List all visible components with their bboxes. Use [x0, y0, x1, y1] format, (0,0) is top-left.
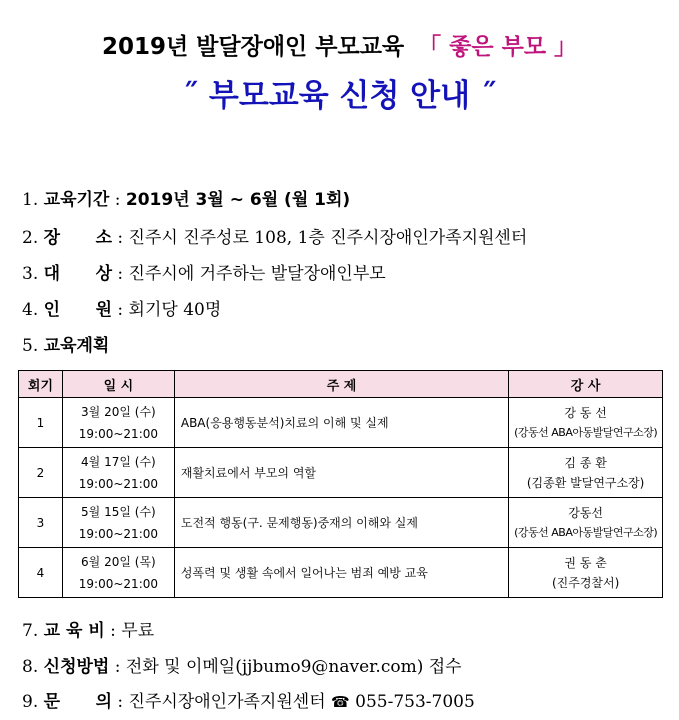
table-row [19, 548, 663, 598]
table-header-row [19, 371, 663, 398]
session-number: 2 [19, 448, 63, 498]
info-plan [22, 331, 109, 356]
table-row [19, 498, 663, 548]
session-datetime [62, 398, 174, 448]
title-main: 2019년 발달장애인 부모교육 [101, 34, 405, 60]
header-topic: 주 제 [174, 371, 508, 398]
session-instructor [509, 398, 663, 448]
item-label: 인 원 [43, 300, 112, 320]
session-number: 3 [19, 498, 63, 548]
item-value: 진주시 진주성로 108, 1층 진주시장애인가족지원센터 [128, 228, 528, 248]
item-label: 교육기간 [43, 190, 110, 210]
item-value: 회기당 40명 [128, 300, 222, 320]
item-value: 무료 [121, 621, 155, 641]
instructor-org: (김종환 발달연구소장) [526, 475, 645, 490]
session-datetime [62, 498, 174, 548]
item-number: 3. [22, 264, 39, 284]
item-label: 문 의 [43, 692, 112, 712]
item-number: 1. [22, 190, 39, 210]
instructor-org: (강동선 ABA아동발달연구소장) [514, 525, 658, 539]
header-datetime: 일 시 [62, 371, 174, 398]
session-topic: 도전적 행동(구. 문제행동)중재의 이해와 실제 [174, 498, 508, 548]
item-label: 대 상 [43, 264, 112, 284]
session-topic: 재활치료에서 부모의 역할 [174, 448, 508, 498]
instructor-name: 강 동 선 [564, 405, 607, 420]
info-period: 1. 교육기간 : 2019년 3월 ~ 6월 (월 1회) [22, 190, 351, 210]
session-date: 6월 20일 (목) [81, 554, 156, 569]
item-label: 장 소 [43, 228, 112, 248]
session-number: 4 [19, 548, 63, 598]
header-instructor: 강 사 [509, 371, 663, 398]
session-date: 4월 17일 (수) [81, 454, 156, 469]
info-place: 2. 장 소 : 진주시 진주성로 108, 1층 진주시장애인가족지원센터 [22, 228, 528, 248]
table-row [19, 448, 663, 498]
session-topic: ABA(응용행동분석)치료의 이해 및 실제 [174, 398, 508, 448]
session-instructor [509, 448, 663, 498]
session-time: 19:00~21:00 [78, 576, 158, 591]
session-date: 5월 15일 (수) [81, 504, 156, 519]
instructor-name: 권 동 춘 [564, 555, 607, 570]
instructor-org: (강동선 ABA아동발달연구소장) [514, 425, 658, 439]
item-number: 8. [22, 657, 39, 677]
item-number: 2. [22, 228, 39, 248]
info-apply: 8. 신청방법 : 전화 및 이메일(jjbumo9@naver.com) 접수 [22, 657, 462, 677]
session-datetime [62, 548, 174, 598]
title-line-2: ˝ 부모교육 신청 안내 ˝ [182, 78, 497, 114]
item-number: 7. [22, 621, 39, 641]
info-people: 4. 인 원 : 회기당 40명 [22, 300, 222, 320]
info-target: 3. 대 상 : 진주시에 거주하는 발달장애인부모 [22, 264, 386, 284]
session-datetime [62, 448, 174, 498]
schedule-table [18, 370, 663, 598]
item-label: 교 육 비 [43, 621, 105, 641]
instructor-org: (진주경찰서) [551, 575, 620, 590]
item-number: 4. [22, 300, 39, 320]
session-instructor [509, 498, 663, 548]
item-value: 진주시장애인가족지원센터 [128, 692, 326, 712]
session-time: 19:00~21:00 [78, 476, 158, 491]
session-topic: 성폭력 및 생활 속에서 일어나는 범죄 예방 교육 [174, 548, 508, 598]
instructor-name: 강동선 [568, 505, 604, 520]
item-value: 진주시에 거주하는 발달장애인부모 [128, 264, 386, 284]
header-session: 회기 [19, 371, 63, 398]
phone-icon: ☎ [331, 693, 350, 711]
title-line-1 [0, 28, 679, 61]
item-value: 2019년 3월 ~ 6월 (월 1회) [125, 190, 351, 210]
phone-number: 055-753-7005 [355, 692, 475, 712]
item-number: 5. [22, 336, 39, 356]
session-time: 19:00~21:00 [78, 426, 158, 441]
item-label: 신청방법 [43, 657, 110, 677]
session-number: 1 [19, 398, 63, 448]
session-date: 3월 20일 (수) [81, 404, 156, 419]
info-fee: 7. 교 육 비 : 무료 [22, 621, 155, 641]
instructor-name: 김 종 환 [564, 455, 607, 470]
session-time: 19:00~21:00 [78, 526, 158, 541]
info-contact: 9. 문 의 : 진주시장애인가족지원센터 ☎ 055-753-7005 [22, 692, 475, 712]
item-number: 9. [22, 692, 39, 712]
title-highlight: 「 좋은 부모 」 [418, 34, 578, 60]
item-value: 전화 및 이메일(jjbumo9@naver.com) 접수 [125, 657, 462, 677]
table-row [19, 398, 663, 448]
session-instructor [509, 548, 663, 598]
item-label: 교육계획 [43, 336, 110, 356]
